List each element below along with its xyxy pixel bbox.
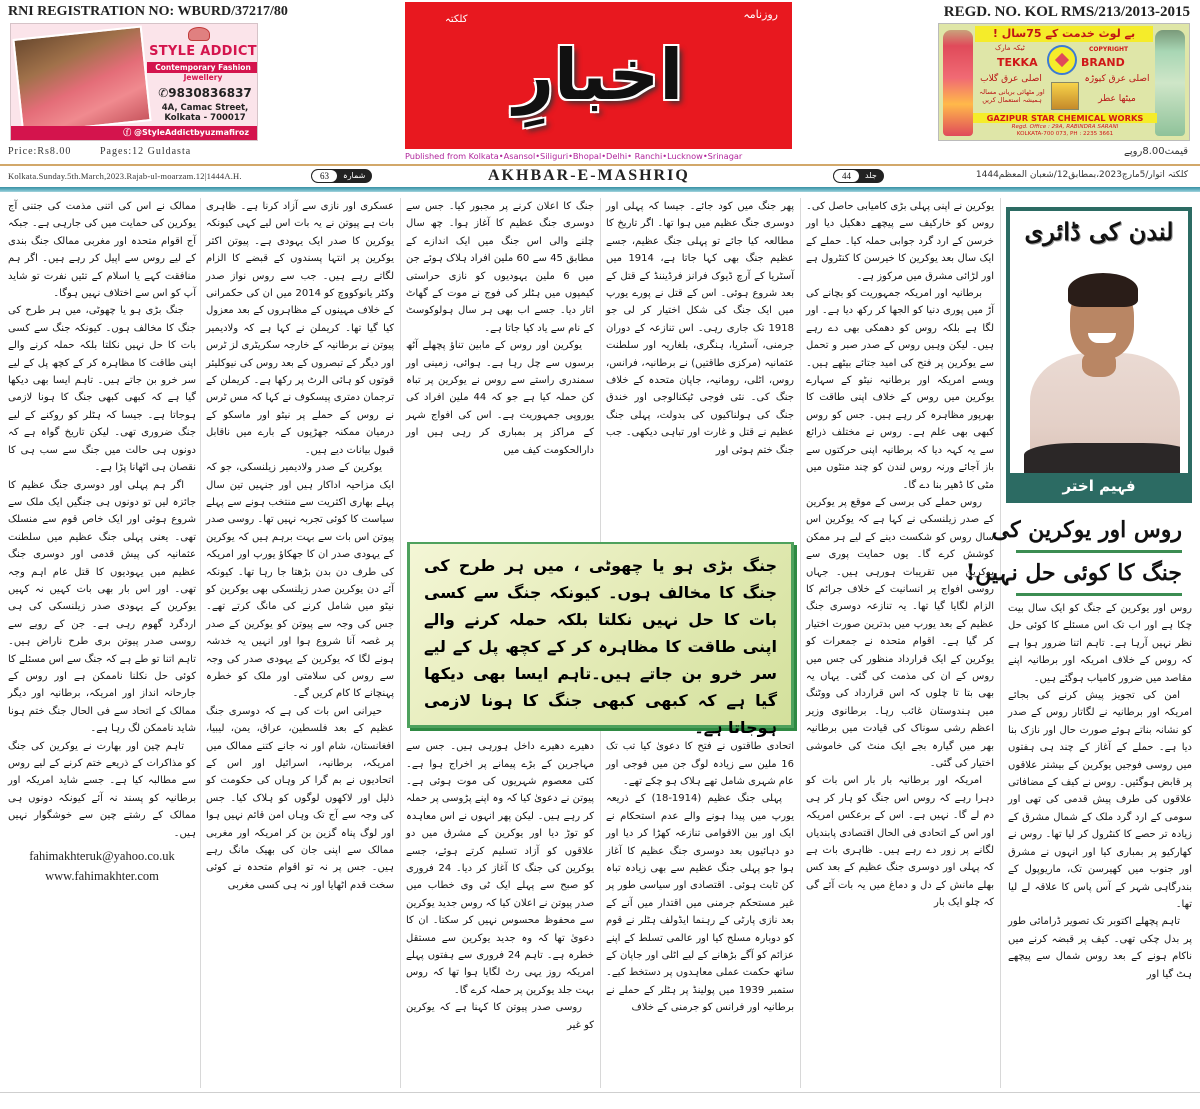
ad-brand-left: TEKKA xyxy=(997,56,1038,69)
published-from: Published from Kolkata•Asansol•Siliguri•Bhopal•Delhi• Ranchi•Lucknow•Srinagar xyxy=(405,151,743,161)
author-name: فہیم اختر xyxy=(1010,473,1188,499)
column-divider xyxy=(1000,198,1001,1088)
ad-phone: ✆9830836837 xyxy=(158,86,252,100)
paragraph: روسی صدر پیوتن کا کہنا ہے کہ یوکرین کو غیر xyxy=(406,1002,594,1031)
column-head xyxy=(1006,207,1192,503)
column-3-lower xyxy=(406,738,594,1034)
ad-product-3: میٹھا عطر xyxy=(1098,94,1136,104)
column-divider xyxy=(400,198,401,1088)
paragraph: پہلی جنگ عظیم (1914-18) کے ذریعہ یورپ میں پیدا ہونے والے عدم استحکام نے ایک اور بین الاقوامی تنازعہ کھڑا کر دیا اور دو دہائیوں بعد دوسری جنگ عظیم کا آغاز ہوا جو پہلی جنگ عظیم سے بھی زیادہ تباہ کن ثابت ہوئی۔ اقتصادی اور سیاسی طور پر غیر مستحکم جرمنی میں اقتدار میں آنے کے بعد نازی پارٹی کے رہنما ایڈولف ہٹلر نے قوم کو دوبارہ مسلح کیا اور عالمی تسلط کے اپنے عزائم کو آگے بڑھانے کے لیے اٹلی اور جاپان کے ساتھ حکمت عملی معاہدوں پر دستخط کیے۔ ستمبر 1939 میں پولینڈ پر ہٹلر کے حملے نے برطانیہ اور فرانس کو جرمنی کے خلاف xyxy=(606,793,794,1014)
ad-address-line1: 4A, Camac Street, xyxy=(161,103,249,113)
regd-number: REGD. NO. KOL RMS/213/2013-2015 xyxy=(943,4,1190,20)
author-photo-hand xyxy=(1082,351,1116,377)
issue-number: 63 xyxy=(312,170,337,182)
author-photo xyxy=(1024,263,1180,473)
dateline-bar xyxy=(0,166,1200,186)
article-headline xyxy=(965,510,1192,596)
paragraph: جنگ کا اعلان کرنے پر مجبور کیا۔ جس سے دوسری جنگ عظیم کا آغاز ہوا۔ چھ سال چلنے والی اس جنگ میں ایک اندازے کے مطابق 45 سے 60 ملین افراد ہلاک ہوئے جن میں 6 ملین یہودیوں کو نازی حراستی کیمپوں میں ہٹلر کی فوج نے موت کے گھاٹ اتار دیا۔ جسے اب بھی ہر سال ہولوکوسٹ کے نام سے یاد کیا جاتا ہے۔ xyxy=(406,201,594,334)
city-label: کلکتہ xyxy=(445,14,468,25)
paragraph: یوکرین کے صدر ولادیمیر زیلنسکی، جو کہ ایک مزاحیہ اداکار ہیں اور جنہیں تین سال پہلے بھاری اکثریت سے منتخب ہونے سے پہلے سیاست کا کوئی تجربہ نہیں تھا۔ روسی صدر پیوتن اس بات سے بہت برہم ہیں کہ یوکرین کے یہودی صدر ان کا جھکاؤ یورپ اور امریکہ کی طرف دن بدن بڑھتا جا رہا تھا۔ کیونکہ آئے دن یوکرین صدر زیلنسکی بھی یوکرین کو نیٹو میں شامل کرنے کی مانگ کرتے تھے۔ جس کی وجہ سے پیوتن کو یوکرین کے صدر پر غصہ آنا شروع ہوا اور انہیں یہ خدشہ ہونے لگا کہ یوکرین کے یہودی صدر کی وجہ سے روس کی سلامتی اور ملک کو خطرہ پہنچانے کا کام کریں گے۔ xyxy=(206,462,394,700)
rose-water-bottle-image xyxy=(943,30,973,136)
paragraph: تاہم پچھلے اکتوبر تک تصویر ڈرامائی طور پر بدل چکی تھی۔ کیف پر قبضہ کرنے میں ناکام ہونے کے بعد روس شمال سے پیچھے ہٹ گیا اور xyxy=(1008,916,1192,980)
ad-category: Jewellery xyxy=(183,73,223,82)
article-column-6 xyxy=(1008,600,1192,983)
date-ur: کلکتہ اتوار/5مارچ2023،بمطابق12/شعبان المعظم1444 xyxy=(975,170,1188,180)
price-ur: قیمت8.00روپے xyxy=(1124,146,1188,157)
kewra-water-bottle-image xyxy=(1155,30,1185,136)
product-box-image xyxy=(1051,82,1079,110)
paragraph: برطانیہ اور امریکہ جمہوریت کو بچانے کی آڑ میں پوری دنیا کو الجھا کر رکھ دیا ہے۔ اور لگا ہے بلکہ روس کو دھمکی بھی دے رہے ہیں۔ لیکن وہیں روس کے صدر صبر و تحمل سے یوکرین پر فتح کی امید جتائے بیٹھے ہیں۔ ویسے امریکہ اور برطانیہ نیٹو کے سہارے یوکرین میں روس کے خلاف اپنی طاقت کا بھرپور مظاہرہ کر رہے ہیں۔ جس کو روس کبھی بھی علم ہے۔ روس نے مختلف ذرائع سے یہ کہہ دیا کہ برطانیہ اپنی حرکتوں سے باز آجائے ورنہ روس لندن کو چند منٹوں میں مٹی کا ڈھیر بنا دے گا۔ xyxy=(806,288,994,491)
dateline-rule xyxy=(0,187,1200,192)
paragraph: اگر ہم پہلی اور دوسری جنگ عظیم کا جائزہ لیں تو دونوں ہی جنگیں ایک ملک سے شروع ہوئی اور ایک خاص قوم سے منسلک تھی۔ یعنی پہلی جنگ عظیم میں سلطنت عثمانیہ کی پیش قدمی اور دوسری جنگ عظیم میں یہودیوں کا قتل عام اہم وجہ تھی۔ اور اس بار بھی بات کہیں نہ کہیں یوکرین کے یہودی صدر زیلنسکی کی ہی اردگرد گھوم رہی ہے۔ جن کے رویے سے روسی صدر پیوتن بری طرح ناراض ہیں۔ تاہم اتنا تو طے ہے کہ جنگ سے اس مسئلے کا کوئی حل نکلنا ناممکن ہے اور روس کے جارحانہ انداز اور امریکہ، برطانیہ اور دیگر ممالک کے اتحاد سے فی الحال جنگ ختم ہونا شاید ناممکن لگ رہا ہے۔ xyxy=(8,479,196,735)
paragraph: روس حملے کی برسی کے موقع پر یوکرین کے صدر زیلنسکی نے کہا ہے کہ یوکرین اس سال روس کو شکست دینے کے لیے ہر ممکن کوشش کرے گا۔ یوں حمایت پوری سے یوکرین میں تقریبات ہورہی ہیں۔ جہاں روسی افواج پر انسانیت کے خلاف جرائم کا الزام لگایا گیا تھا۔ یہ تنازعہ دوسری جنگ عظیم کے بعد یورپ میں بدترین صورت اختیار کر گیا ہے۔ اقوام متحدہ نے جمعرات کو یوکرین کے ایک قرارداد منظور کی جس میں روس کے ان کی مذمت کی گئی۔ یہاں یہ بھی بتا تا چلوں کہ اس قرارداد کی ووٹنگ میں ہندوستان غائب رہا۔ برطانوی وزیر اعظم رشی سوناک کی قیادت میں برطانیہ بھر میں گیارہ بجے ایک منٹ کی خاموشی اختیار کی گئی۔ xyxy=(806,496,994,769)
ad-brand: STYLE ADDICT xyxy=(149,44,257,59)
ad-facebook-handle: ⓕ @StyleAddictbyuzmafiroz xyxy=(11,126,257,140)
paragraph: یوکرین اور روس کے مابین تناؤ پچھلے آٹھ برسوں سے چل رہا ہے۔ ہوائی، زمینی اور سمندری راستے سے روس نے یوکرین پر تباہ کن حملہ کیا ہے جو کہ 44 ملین افراد کی یوروپی جمہوریت ہے۔ اس کی افواج شہر کے مراکز پر بمباری کر رہی ہیں اور دارالحکومت کیف میں xyxy=(406,340,594,456)
headline-line-1: روس اور یوکرین کی xyxy=(1016,510,1182,553)
column-divider xyxy=(800,198,801,1088)
author-photo-hair xyxy=(1068,273,1138,307)
newspaper-logo xyxy=(405,2,792,149)
pages-en: Pages:12 Guldasta xyxy=(100,146,192,157)
issue-badge xyxy=(311,169,372,183)
date-en: Kolkata.Sunday.5th.March,2023.Rajab-ul-moarzam.12|1444A.H. xyxy=(8,171,242,181)
daily-label: روزنامہ xyxy=(743,8,778,21)
article-column-1 xyxy=(8,198,196,886)
rni-registration: RNI REGISTRATION NO: WBURD/37217/80 xyxy=(8,4,288,19)
volume-label: جلد xyxy=(865,171,877,180)
paragraph: امن کی تجویز پیش کرنے کی بجائے امریکہ اور برطانیہ نے لگاتار روس کے صدر کو نشانہ بناتے ہوئے صورت حال اور نازک بنا دیا ہے۔ حملے کے آغاز کے چند ہی ہفتوں میں روسی فوجیں یوکرین کے بیشتر علاقوں پر قابض ہوگئیں۔ روس نے کیف کے مضافاتی علاقوں کی طرف پیش قدمی کی تھی اور سومی کے ارد گرد ملک کے شمال مشرق کے زیادہ تر حصے کا کنٹرول کر لیا تھا۔ روس نے کھارکیو پر بمباری کیا اور انہوں نے مشرق اور جنوب میں کھیرسن تک، ماریوپول کے بندرگاہی شہر کے آس پاس کا علاقہ لے لیا تھا۔ xyxy=(1008,690,1192,910)
article-column-2 xyxy=(206,198,394,894)
ad-office: Regd. Office : 29A, RABINDRA SARANI xyxy=(1011,124,1119,130)
ad-company: GAZIPUR STAR CHEMICAL WORKS xyxy=(973,113,1157,123)
author-photo-pants xyxy=(1024,443,1180,473)
paragraph: ممالک نے اس کی اتنی مذمت کی جتنی آج یوکرین کی حمایت میں کی جارہی ہے۔ جبکہ آج اقوام متحدہ اور مغربی ممالک جنگ بندی کے لیے روس سے اپیل کر رہے ہیں۔ اگر ہم منافقت کہے یا اسلام کے تئیں نفرت تو شاید آپ کو اس سے اختلاف نہیں ہوگا۔ xyxy=(8,201,196,300)
paragraph: پھر جنگ میں کود جائے۔ جیسا کہ پہلی اور دوسری جنگ عظیم میں ہوا تھا۔ اگر تاریخ کا مطالعہ کیا جائے تو پہلی جنگ عظیم، جسے عظیم جنگ بھی کہا جاتا ہے، 1914 میں آسٹریا کے آرچ ڈیوک فرانز فرڈیننڈ کے قتل کے بعد شروع ہوئی۔ اس کے قتل نے پورے یورپ میں ایک جنگ کی شکل اختیار کر لی جو 1918 تک جاری رہی۔ اس تنازعہ کے دوران جرمنی، آسٹریا، ہنگری، بلغاریہ اور سلطنت عثمانیہ (مرکزی طاقتیں) نے برطانیہ، فرانس، روس، اٹلی، رومانیہ، جاپان متحدہ کے خلاف جنگ کی۔ نئی فوجی ٹیکنالوجی اور خندق جنگ کی ہولناکیوں کی بدولت، پہلی جنگ عظیم نے قتل و غارت اور تباہی دیکھی۔ جب جنگ ختم ہوئی اور xyxy=(606,201,794,456)
ad-banner: بے لوث خدمت کے 75سال ! xyxy=(975,26,1153,42)
column-3-upper xyxy=(406,198,594,459)
paragraph: اتحادی طاقتوں نے فتح کا دعویٰ کیا تب تک 16 ملین سے زیادہ لوگ جن میں فوجی اور عام شہری شامل تھے ہلاک ہو چکے تھے۔ xyxy=(606,741,794,787)
volume-number: 44 xyxy=(834,170,859,182)
ad-copyright: COPYRIGHT xyxy=(1089,46,1129,53)
ad-note: اور مٹھائی بریانی مسالہ ہمیشہ استعمال کریں xyxy=(979,88,1045,104)
author-email-link[interactable]: fahimakhteruk@yahoo.co.uk xyxy=(29,849,175,864)
footer-rule xyxy=(0,1092,1200,1093)
column-4-upper xyxy=(606,198,794,459)
volume-badge xyxy=(833,169,884,183)
ad-trademark: ٹیکہ مارک xyxy=(995,44,1025,52)
pull-quote: جنگ بڑی ہو یا چھوٹی ، میں ہر طرح کی جنگ کا مخالف ہوں۔ کیونکہ جنگ سے کسی بات کا حل نہیں نکلتا بلکہ حملہ کرنے والے اپنی طاقت کا مظاہرہ کر کے کچھ پل کے لیے سر خرو بن جاتے ہیں۔تاہم ایسا بھی دیکھا گیا ہے کہ کبھی کبھی جنگ کا ہونا لازمی ہوجاتا ہے۔ xyxy=(407,542,794,728)
column-divider xyxy=(200,198,201,1088)
style-addict-advertisement[interactable] xyxy=(10,23,258,141)
paragraph: امریکہ اور برطانیہ بار بار اس بات کو دہرا رہے کہ روس اس جنگ کو ہار کر ہی دم لے گا۔ نہیں ہے۔ اس کے برعکس امریکہ اور اس کے اتحادی فی الحال اقتصادی پابندیاں لگانے پر زور دے رہے ہیں۔ ظاہری بات ہے کہ پہلی اور دوسری جنگ عظیم کے بعد کس بھلے مانش کے دل و دماغ میں یہ بات آئے گی کہ چلو ایک بار xyxy=(806,775,994,909)
ad-address-line2: Kolkata - 700017 xyxy=(164,113,246,123)
ad-tagline: Contemporary Fashion xyxy=(147,62,258,73)
newspaper-title: اخبارِ xyxy=(513,34,684,116)
ad-model-photo xyxy=(12,25,151,134)
paragraph: دھیرے دھیرے داخل ہورہی ہیں۔ جس سے مہاجرین کے بڑے پیمانے پر اخراج ہوا ہے۔ کئی معصوم شہریوں کی موت ہوئی ہے۔ پیوتن نے دعویٰ کیا کہ وہ اپنے پڑوسی پر حملہ کر رہے ہیں۔ لیکن پھر انہوں نے اس معاہدہ کو توڑ دیا اور یوکرین کے مشرق میں دو علاقوں کو آزاد تسلیم کرتے ہوئے، جسے یوکرین کی جنگ کا آغاز کر دیا۔ 24 فروری کو صبح سے پہلے ایک ٹی وی خطاب میں صدر پیوتن نے اعلان کیا کہ روس جدید یوکرین سے محفوظ محسوس نہیں کر سکتا۔ ان کا دعویٰ تھا کہ وہ جدید یوکرین سے مستقل خطرہ ہے۔ تاہم 24 فروری سے ہفتوں پہلے امریکہ روز یہی رٹ لگایا ہوا تھا کہ روس بہت جلد یوکرین پر حملہ کرے گا۔ xyxy=(406,741,595,996)
ad-brand-right: BRAND xyxy=(1081,56,1125,69)
paragraph: یوکرین نے اپنی پہلی بڑی کامیابی حاصل کی۔ روس کو خارکیف سے پیچھے دھکیل دیا اور خرسن کے ارد گرد جوابی حملہ کیا۔ حملے کے ایک سال بعد یوکرین کا خیرسن کا کنٹرول ہے اور لڑائی مشرق میں مرکوز ہے۔ xyxy=(806,201,994,282)
ad-address xyxy=(151,103,258,123)
author-website-link[interactable]: www.fahimakhter.com xyxy=(45,869,159,884)
ad-product-2: اصلی عرق کیوڑہ xyxy=(1084,74,1150,84)
author-contact xyxy=(8,846,196,886)
paragraph: روس اور یوکرین کے جنگ کو ایک سال بیت چکا ہے اور اب تک اس مسئلے کا کوئی حل نظر نہیں آرہا ہے۔ تاہم اتنا ضرور ہوا ہے کہ روس کے خلاف امریکہ اور برطانیہ اپنے مقاصد میں ضرور کامیاب ہوگئے ہیں۔ xyxy=(1008,603,1192,684)
crown-logo-icon xyxy=(188,27,210,41)
paragraph: جنگ بڑی ہو یا چھوٹی، میں ہر طرح کی جنگ کا مخالف ہوں۔ کیونکہ جنگ سے کسی بات کا حل نہیں نکلتا بلکہ حملہ کرنے والے اپنی طاقت کا مظاہرہ کر کے کچھ پل کے لیے سر خرو بن جاتے ہیں۔ تاہم ایسا بھی دیکھا گیا ہے کہ کبھی کبھی جنگ کا ہونا لازمی ہوجاتا ہے۔ جیسا کہ ہٹلر کو روکنے کے لیے جنگ ضروری تھی۔ لیکن تاریخ گواہ ہے کہ دونوں ہی حالت میں جنگ سے سب ہی کا نقصان ہی اٹھانا پڑا ہے۔ xyxy=(8,305,196,474)
column-4-lower xyxy=(606,738,794,1017)
headline-line-2: جنگ کا کوئی حل نہیں! xyxy=(1016,553,1182,596)
column-title: لندن کی ڈائری xyxy=(1024,217,1174,246)
tekka-brand-advertisement[interactable] xyxy=(938,23,1190,141)
issue-label: شمارہ xyxy=(343,171,366,180)
paper-name-en: AKHBAR-E-MASHRIQ xyxy=(488,167,690,184)
tekka-emblem-icon xyxy=(1047,45,1077,75)
paragraph: حیرانی اس بات کی ہے کہ دوسری جنگ عظیم کے بعد فلسطین، عراق، یمن، لیبیا، افغانستان، شام اور نہ جانے کتنے ممالک میں امریکہ، برطانیہ، اسرائیل اور اس کے اتحادیوں نے بم گرا کر وہاں کی حکومت کو ذلیل اور لاکھوں لوگوں کو ہلاک کیا۔ جس کی وجہ سے آج تک وہاں امن قائم نہیں ہوا اور لوگ پناہ گزین بن کر امریکہ اور مغربی ممالک سے اپنی جان کی بھیک مانگ رہے ہیں۔ جس پر نہ تو اقوام متحدہ نے کوئی سخت قدم اٹھایا اور نہ ہی کسی مغربی xyxy=(206,705,394,891)
masthead xyxy=(0,0,1200,165)
paragraph: عسکری اور نازی سے آزاد کرنا ہے۔ ظاہری بات ہے پیوتن نے یہ بات اس لیے کہی کیونکہ یوکرین کا صدر ایک یہودی ہے۔ پیوتن اکثر یوکرین پر انتہا پسندوں کے قبضے کا الزام لگاتے رہے ہیں۔ جب سے روس نواز صدر وکٹر یانوکووچ کو 2014 میں ان کی حکمرانی کے خلاف مہینوں کے مظاہروں کے بعد معزول کیا گیا تھا۔ کریملن نے کہا ہے کہ ولادیمیر پیوتن نے برطانیہ کے خارجہ سکریٹری لز ٹرس اور دیگر کے تبصروں کے بعد روس کی نیوکلیئر قوتوں کو ہائی الرٹ پر رکھا ہے۔ کریملن کے ترجمان دمتری پیسکوف نے کہا کہ مس ٹرس نے روس کے حملے پر نیٹو اور ماسکو کے درمیان ممکنہ جھڑپوں کے بارے میں ناقابل قبول بیانات دیے ہیں۔ xyxy=(206,201,395,456)
price-en: Price:Rs8.00 xyxy=(8,146,72,157)
paragraph: تاہم چین اور بھارت نے یوکرین کی جنگ کو مذاکرات کے ذریعے ختم کرنے کے لیے روس سے مطالبہ کیا ہے۔ جسے شاید امریکہ اور برطانیہ کو پسند نہ آئے کیونکہ دونوں ہی ممالک کے رشتے چین سے خوشگوار نہیں ہیں۔ xyxy=(8,740,196,839)
ad-product-1: اصلی عرق گلاب xyxy=(980,74,1042,84)
ad-city-phone: KOLKATA-700 073, PH : 2235 3661 xyxy=(1016,131,1114,137)
